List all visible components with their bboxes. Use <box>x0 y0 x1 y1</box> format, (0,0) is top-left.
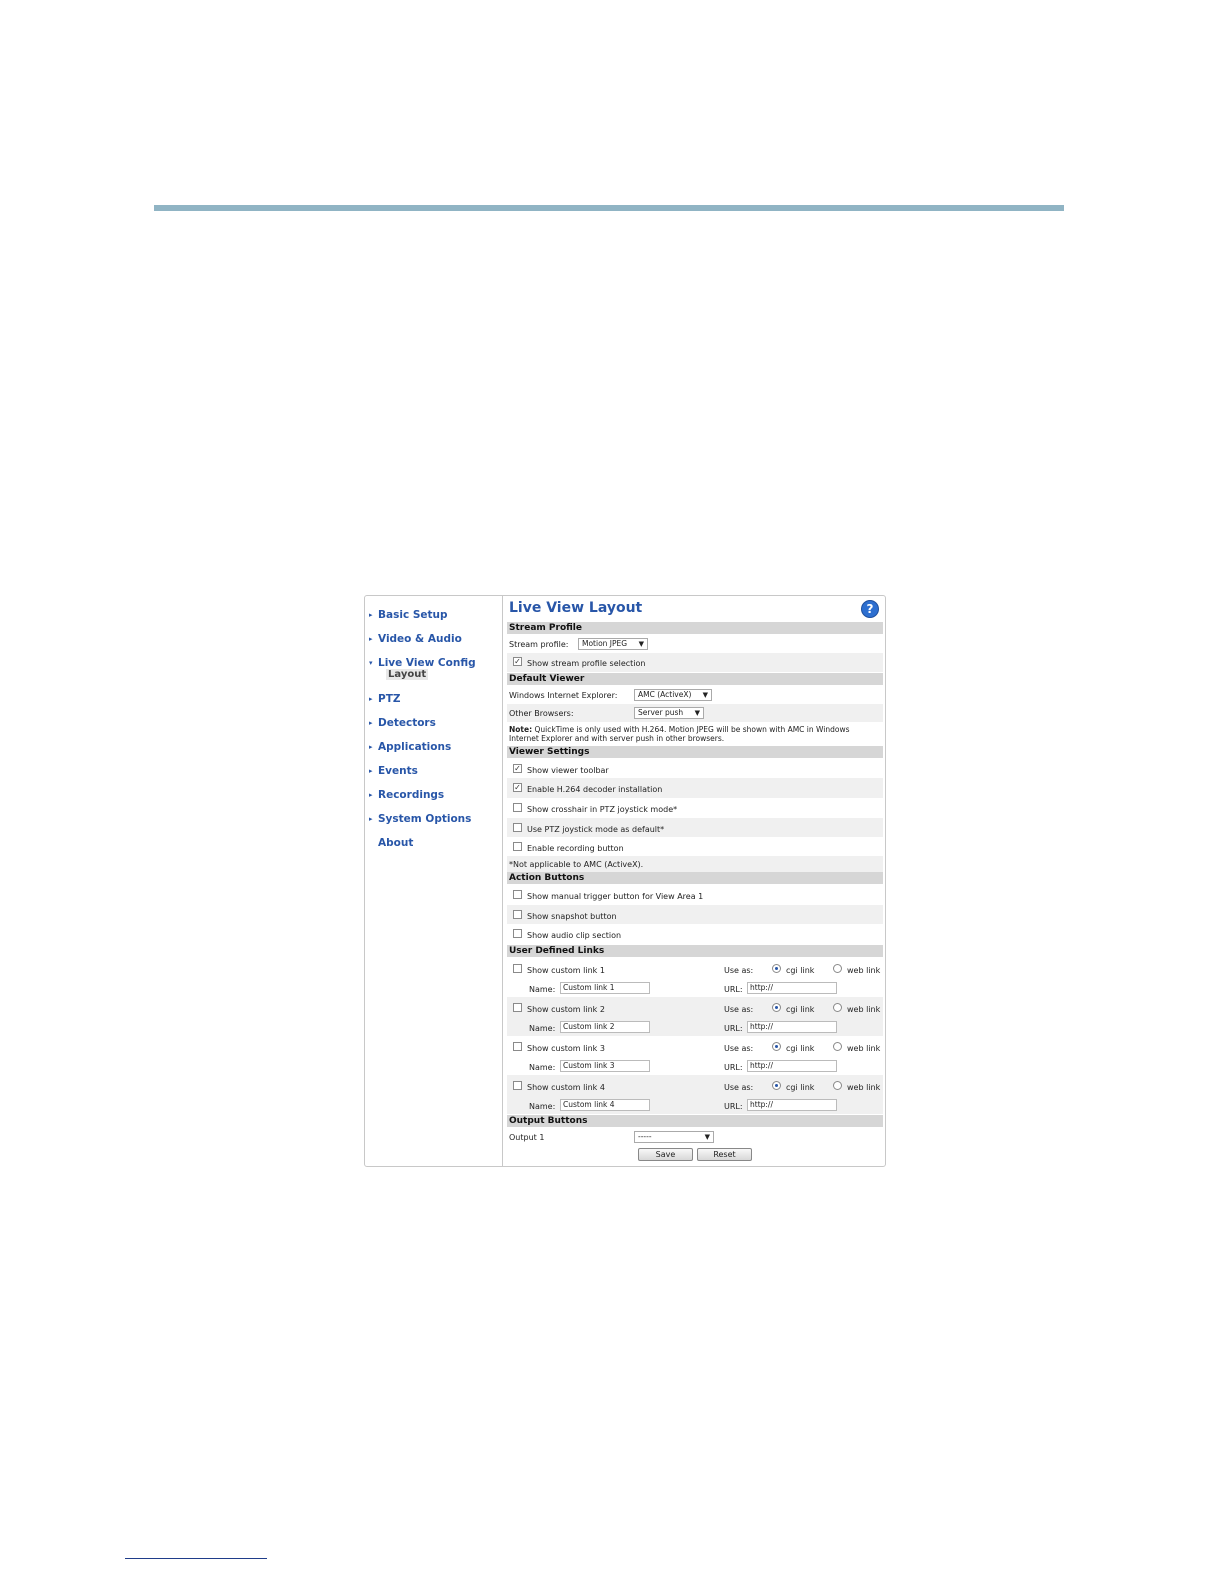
section-stream-profile: Stream Profile <box>507 622 883 634</box>
url-label: URL: <box>724 1024 743 1033</box>
use-as-label: Use as: <box>724 966 754 975</box>
url-label: URL: <box>724 985 743 994</box>
cgi-link-radio[interactable] <box>772 964 781 973</box>
cgi-link-radio[interactable] <box>772 1042 781 1051</box>
note-text: QuickTime is only used with H.264. Motion JPEG will be shown with AMC in Windows Internet Explorer and with server push in other browsers. <box>509 725 850 743</box>
cgi-link-radio[interactable] <box>772 1081 781 1090</box>
dropdown-arrow-icon: ▼ <box>704 1133 710 1141</box>
custom-link-row <box>507 1036 883 1075</box>
ie-viewer-label: Windows Internet Explorer: <box>509 691 618 700</box>
web-link-label: web link <box>847 1083 881 1092</box>
select-value: ----- <box>638 1132 652 1141</box>
output-label: Output 1 <box>509 1133 545 1142</box>
chevron-right-icon: ▸ <box>369 791 373 799</box>
web-link-radio[interactable] <box>833 964 842 973</box>
stream-profile-select[interactable] <box>578 638 648 650</box>
name-label: Name: <box>529 1063 556 1072</box>
nav-live-view-config[interactable] <box>369 657 476 669</box>
chevron-right-icon: ▸ <box>369 695 373 703</box>
section-user-defined-links: User Defined Links <box>507 945 883 957</box>
custom-link-checkbox[interactable] <box>513 964 522 973</box>
show-profile-selection-label: Show stream profile selection <box>527 659 646 668</box>
dropdown-arrow-icon: ▼ <box>638 640 644 648</box>
custom-link-name-input[interactable]: Custom link 1 <box>560 982 650 994</box>
custom-link-checkbox[interactable] <box>513 1081 522 1090</box>
snapshot-checkbox[interactable] <box>513 910 522 919</box>
nav-system-options[interactable] <box>369 813 471 825</box>
ie-viewer-select[interactable] <box>634 689 712 701</box>
top-rule <box>154 205 1064 211</box>
web-link-label: web link <box>847 1005 881 1014</box>
action-option-row <box>507 924 883 944</box>
cgi-link-label: cgi link <box>786 1083 815 1092</box>
chevron-right-icon: ▸ <box>369 635 373 643</box>
stream-profile-row <box>507 635 883 653</box>
name-label: Name: <box>529 1024 556 1033</box>
custom-link-checkbox[interactable] <box>513 1042 522 1051</box>
use-as-label: Use as: <box>724 1044 754 1053</box>
nav-label: Recordings <box>378 789 445 801</box>
other-browsers-label: Other Browsers: <box>509 709 574 718</box>
viewer-option-row <box>507 778 883 798</box>
output-select[interactable] <box>634 1131 714 1143</box>
nav-label: System Options <box>378 813 472 825</box>
action-option-row <box>507 905 883 924</box>
cgi-link-label: cgi link <box>786 1005 815 1014</box>
footer-rule <box>125 1558 267 1559</box>
live-view-layout-window <box>364 595 886 1167</box>
nav-detectors[interactable] <box>369 717 436 729</box>
custom-link-label: Show custom link 1 <box>527 966 605 975</box>
url-label: URL: <box>724 1102 743 1111</box>
custom-link-url-input[interactable]: http:// <box>747 1060 837 1072</box>
recording-button-checkbox[interactable] <box>513 842 522 851</box>
use-as-label: Use as: <box>724 1083 754 1092</box>
action-option-label: Show snapshot button <box>527 912 617 921</box>
main-panel <box>504 596 885 1166</box>
dropdown-arrow-icon: ▼ <box>702 691 708 699</box>
custom-link-url-input[interactable]: http:// <box>747 982 837 994</box>
viewer-option-label: Enable recording button <box>527 844 624 853</box>
cgi-link-radio[interactable] <box>772 1003 781 1012</box>
viewer-option-row <box>507 798 883 818</box>
h264-decoder-checkbox[interactable]: ✓ <box>514 783 521 792</box>
section-default-viewer: Default Viewer <box>507 673 883 685</box>
select-value: Motion JPEG <box>582 639 628 648</box>
section-output-buttons: Output Buttons <box>507 1115 883 1127</box>
viewer-option-row <box>507 818 883 837</box>
chevron-right-icon: ▸ <box>369 611 373 619</box>
nav-label: Basic Setup <box>378 609 448 621</box>
use-as-label: Use as: <box>724 1005 754 1014</box>
viewer-option-label: Show crosshair in PTZ joystick mode* <box>527 805 678 814</box>
action-option-label: Show audio clip section <box>527 931 622 940</box>
viewer-footnote: *Not applicable to AMC (ActiveX). <box>509 860 644 869</box>
action-option-row <box>507 885 883 905</box>
chevron-right-icon: ▸ <box>369 743 373 751</box>
chevron-down-icon: ▾ <box>369 659 373 667</box>
nav-ptz[interactable] <box>369 693 400 705</box>
reset-button[interactable]: Reset <box>697 1148 752 1161</box>
nav-label: Video & Audio <box>378 633 462 645</box>
nav-label: Live View Config <box>378 657 476 669</box>
section-viewer-settings: Viewer Settings <box>507 746 883 758</box>
viewer-option-label: Enable H.264 decoder installation <box>527 785 663 794</box>
ie-viewer-row <box>507 686 883 704</box>
custom-link-row <box>507 997 883 1036</box>
custom-link-checkbox[interactable] <box>513 1003 522 1012</box>
section-action-buttons: Action Buttons <box>507 872 883 884</box>
chevron-right-icon: ▸ <box>369 815 373 823</box>
name-label: Name: <box>529 1102 556 1111</box>
chevron-right-icon: ▸ <box>369 719 373 727</box>
sidebar-nav <box>365 596 503 1166</box>
url-label: URL: <box>724 1063 743 1072</box>
custom-link-label: Show custom link 4 <box>527 1083 605 1092</box>
footnote-row <box>507 856 883 872</box>
nav-label: Applications <box>378 741 452 753</box>
nav-recordings[interactable] <box>369 789 444 801</box>
other-browsers-select[interactable] <box>634 707 704 719</box>
nav-label: PTZ <box>378 693 401 705</box>
joystick-default-checkbox[interactable] <box>513 823 522 832</box>
show-profile-selection-checkbox[interactable]: ✓ <box>514 657 521 666</box>
web-link-radio[interactable] <box>833 1042 842 1051</box>
custom-link-row <box>507 1075 883 1114</box>
manual-trigger-checkbox[interactable] <box>513 890 522 899</box>
web-link-radio[interactable] <box>833 1003 842 1012</box>
page-title: Live View Layout <box>509 600 643 616</box>
nav-label: Detectors <box>378 717 436 729</box>
name-label: Name: <box>529 985 556 994</box>
dropdown-arrow-icon: ▼ <box>694 709 700 717</box>
crosshair-checkbox[interactable] <box>513 803 522 812</box>
note-bold: Note: <box>509 725 533 734</box>
custom-link-url-input[interactable]: http:// <box>747 1099 837 1111</box>
web-link-label: web link <box>847 1044 881 1053</box>
output-row <box>507 1128 883 1146</box>
web-link-radio[interactable] <box>833 1081 842 1090</box>
nav-label: Events <box>378 765 418 777</box>
other-browsers-row <box>507 704 883 722</box>
show-toolbar-checkbox[interactable]: ✓ <box>514 764 521 773</box>
custom-link-label: Show custom link 3 <box>527 1044 605 1053</box>
chevron-right-icon: ▸ <box>369 767 373 775</box>
web-link-label: web link <box>847 966 881 975</box>
nav-about[interactable] <box>369 837 413 849</box>
nav-basic-setup[interactable] <box>369 609 448 621</box>
custom-link-name-input[interactable]: Custom link 2 <box>560 1021 650 1033</box>
action-option-label: Show manual trigger button for View Area 1 <box>527 892 704 901</box>
viewer-note <box>509 725 881 743</box>
custom-link-name-input[interactable]: Custom link 3 <box>560 1060 650 1072</box>
show-profile-selection-row <box>507 653 883 672</box>
nav-sub-layout[interactable]: Layout <box>388 669 427 680</box>
nav-label: About <box>378 837 414 849</box>
viewer-option-row <box>507 759 883 778</box>
select-value: Server push <box>638 708 684 717</box>
viewer-option-label: Use PTZ joystick mode as default* <box>527 825 665 834</box>
nav-events[interactable] <box>369 765 418 777</box>
help-icon[interactable]: ? <box>861 600 879 618</box>
select-value: AMC (ActiveX) <box>638 690 692 699</box>
save-button[interactable]: Save <box>638 1148 693 1161</box>
nav-applications[interactable] <box>369 741 451 753</box>
cgi-link-label: cgi link <box>786 966 815 975</box>
viewer-option-row <box>507 837 883 855</box>
stream-profile-label: Stream profile: <box>509 640 569 649</box>
viewer-option-label: Show viewer toolbar <box>527 766 609 775</box>
custom-link-row <box>507 958 883 997</box>
custom-link-url-input[interactable]: http:// <box>747 1021 837 1033</box>
custom-link-label: Show custom link 2 <box>527 1005 605 1014</box>
custom-link-name-input[interactable]: Custom link 4 <box>560 1099 650 1111</box>
nav-video-audio[interactable] <box>369 633 462 645</box>
audio-clip-checkbox[interactable] <box>513 929 522 938</box>
cgi-link-label: cgi link <box>786 1044 815 1053</box>
